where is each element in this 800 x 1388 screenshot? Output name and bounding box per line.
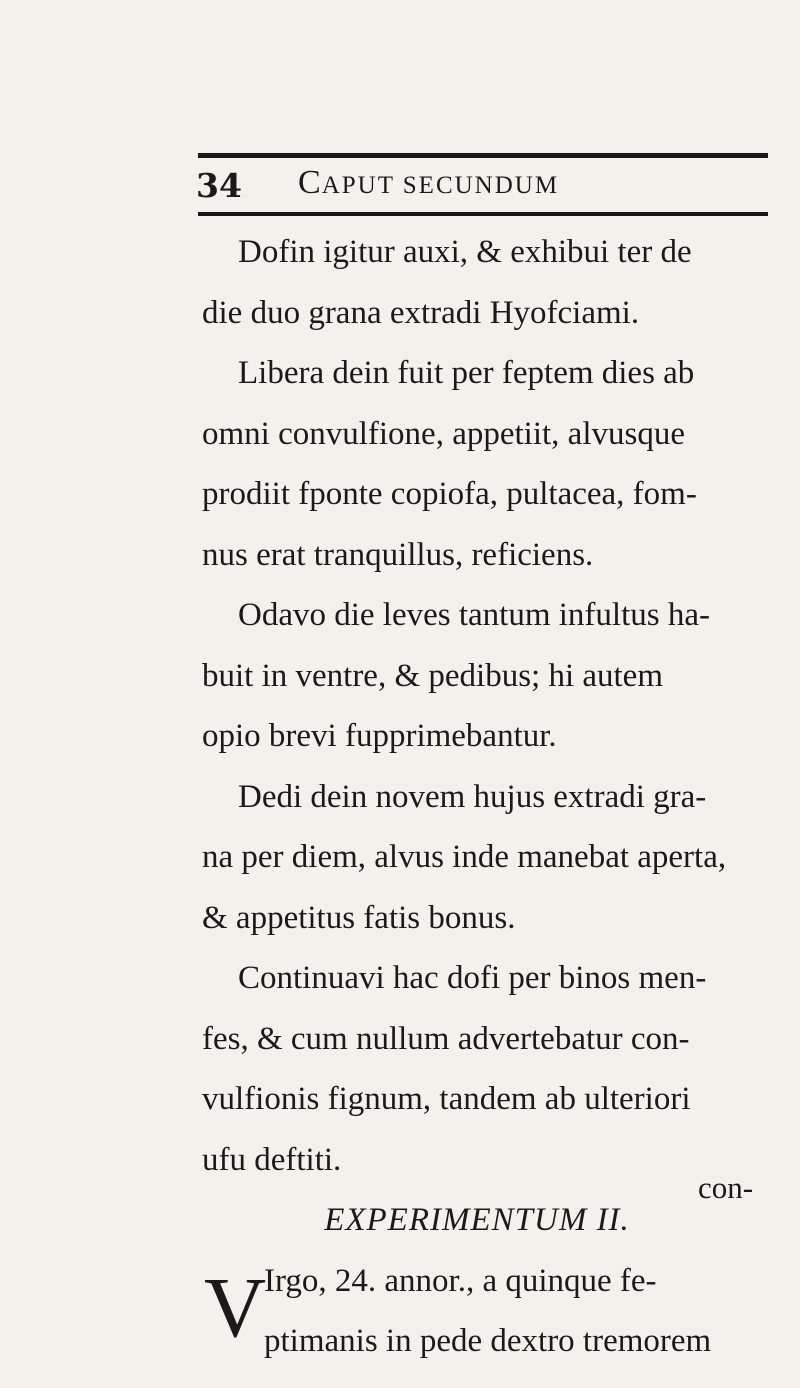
text-line: Irgo, 24. annor., a quinque fe-: [264, 1262, 657, 1299]
text-line: prodiit fponte copiofa, pultacea, fom-: [202, 476, 697, 512]
dropcap-paragraph: [202, 1251, 782, 1372]
catchword: con-: [698, 1170, 754, 1205]
running-head: [298, 164, 559, 202]
page-number: 34: [196, 166, 242, 205]
text-line: omni convulfione, appetiit, alvusque: [202, 415, 685, 452]
text-line: buit in ventre, & pedibus; hi autem: [202, 657, 664, 694]
running-head-rest: APUT SECUNDUM: [321, 172, 560, 199]
text-line: Odavo die leves tantum infultus ha-: [238, 597, 710, 633]
body-text: [202, 222, 782, 1372]
text-line: Continuavi hac dofi per binos men-: [238, 960, 707, 996]
text-line: na per diem, alvus inde manebat aperta,: [202, 839, 727, 875]
text-line: & appetitus fatis bonus.: [202, 899, 516, 936]
header-rule-bottom: [198, 212, 768, 216]
running-head-initial: C: [298, 164, 322, 201]
text-line: fes, & cum nullum advertebatur con-: [202, 1020, 690, 1057]
text-line: Libera dein fuit per feptem dies ab: [238, 355, 695, 391]
text-line: ptimanis in pede dextro tremorem: [264, 1323, 712, 1359]
text-line: Dedi dein novem hujus extradi gra-: [238, 778, 707, 815]
section-heading: EXPERIMENTUM II.: [324, 1202, 630, 1238]
text-line: opio brevi fupprimebantur.: [202, 718, 557, 754]
text-line: vulfionis fignum, tandem ab ulteriori: [202, 1081, 691, 1117]
text-line: die duo grana extradi Hyofciami.: [202, 294, 640, 331]
text-line: Dofin igitur auxi, & exhibui ter de: [238, 234, 692, 270]
text-line: ufu deftiti.: [202, 1141, 342, 1178]
drop-capital: V: [204, 1258, 267, 1355]
header-rule-top: [198, 153, 768, 158]
text-line: nus erat tranquillus, reficiens.: [202, 536, 594, 573]
